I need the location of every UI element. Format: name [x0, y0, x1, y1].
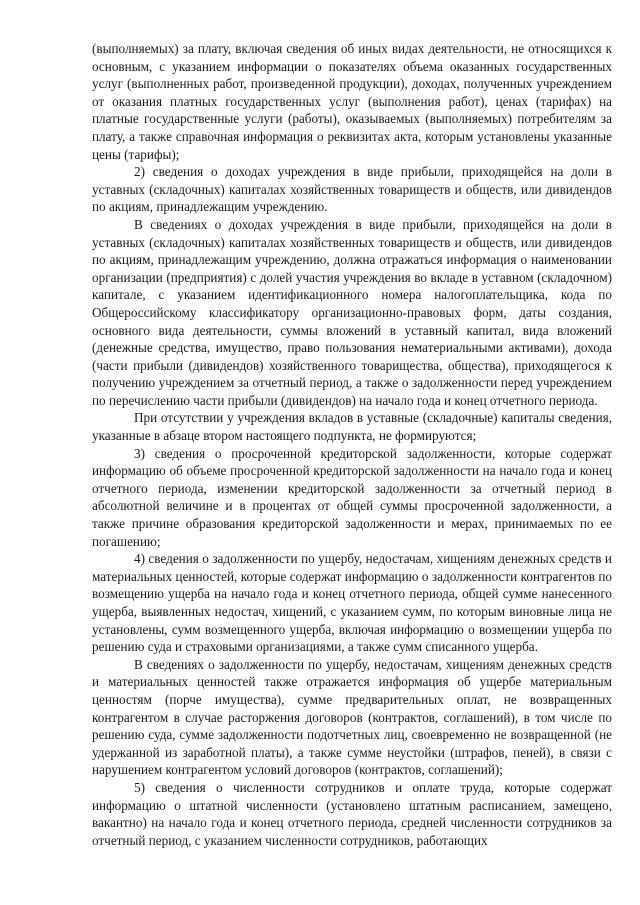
paragraph-item-2: 2) сведения о доходах учреждения в виде прибыли, приходящейся на доли в уставных (складочных) капиталах хозяйственных товариществ и обществ, или дивидендов по акциям, принадлежащим учреждению. [92, 164, 612, 215]
paragraph-item-5: 5) сведения о численности сотрудников и оплате труда, которые содержат информацию о штатной численности (установлено штатным расписанием, замещено, вакантно) на начало года и конец отчетного периода, средней численности сотрудников за отчетный период, с указанием численности сотрудников, работающих [92, 779, 612, 848]
paragraph-item-4: 4) сведения о задолженности по ущербу, недостачам, хищениям денежных средств и материальных ценностей, которые содержат информацию о задолженности контрагентов по возмещению ущерба на начало года и конец отчетного периода, общей сумме нанесенного ущерба, выявленных недостач, хищений, с указанием сумм, по которым виновные лица не установлены, сумм возмещенного ущерба, включая информацию о возмещении ущерба по решению суда и страховыми организациями, а также сумм списанного ущерба. [92, 551, 612, 655]
paragraph-profit-details: В сведениях о доходах учреждения в виде прибыли, приходящейся на доли в уставных (складочных) капиталах хозяйственных товариществ и обществ, или дивидендов по акциям, принадлежащим учреждению, должна отражаться информация о наименовании организации (предприятия) с долей участия учреждения во вкладе в уставном (складочном) капитале, с указанием идентификационного номера налогоплательщика, кода по Общероссийскому классификатору организационно-правовых форм, даты создания, основного вида деятельности, суммы вложений в уставный капитал, вида вложений (денежные средства, имущество, право пользования нематериальными активами), дохода (части прибыли (дивидендов) хозяйственного товарищества, общества), приходящегося к получению учреждением за отчетный период, а также о задолженности перед учреждением по перечислению части прибыли (дивидендов) на начало года и конец отчетного периода. [92, 216, 612, 408]
paragraph-no-contributions: При отсутствии у учреждения вкладов в уставные (складочные) капиталы сведения, указанные в абзаце втором настоящего подпункта, не формируются; [92, 410, 612, 444]
document-body [92, 40, 612, 849]
paragraph-damage-details: В сведениях о задолженности по ущербу, недостачам, хищениям денежных средств и материальных ценностей также отражается информация об ущербе материальным ценностям (порче имущества), сумме предварительных оплат, не возвращенных контрагентом в случае расторжения договоров (контрактов, соглашений), в том числе по решению суда, сумме задолженности подотчетных лиц, своевременно не возвращенной (не удержанной из заработной платы), а также сумме неустойки (штрафов, пеней), в связи с нарушением контрагентом условий договоров (контрактов, соглашений); [92, 656, 612, 778]
paragraph-item-3: 3) сведения о просроченной кредиторской задолженности, которые содержат информацию об объеме просроченной кредиторской задолженности на начало года и конец отчетного периода, изменении кредиторской задолженности за отчетный период в абсолютной величине и в процентах от общей суммы просроченной задолженности, а также причине образования кредиторской задолженности и мерах, принимаемых по ее погашению; [92, 445, 612, 549]
paragraph-continuation: (выполняемых) за плату, включая сведения об иных видах деятельности, не относящихся к основным, с указанием информации о показателях объема оказанных государственных услуг (выполненных работ, произведенной продукции), доходах, полученных учреждением от оказания платных государственных услуг (выполнения работ), ценах (тарифах) на платные государственные услуги (работы), оказываемых (выполняемых) потребителям за плату, а также справочная информация о реквизитах акта, которым установлены указанные цены (тарифы); [92, 41, 612, 162]
